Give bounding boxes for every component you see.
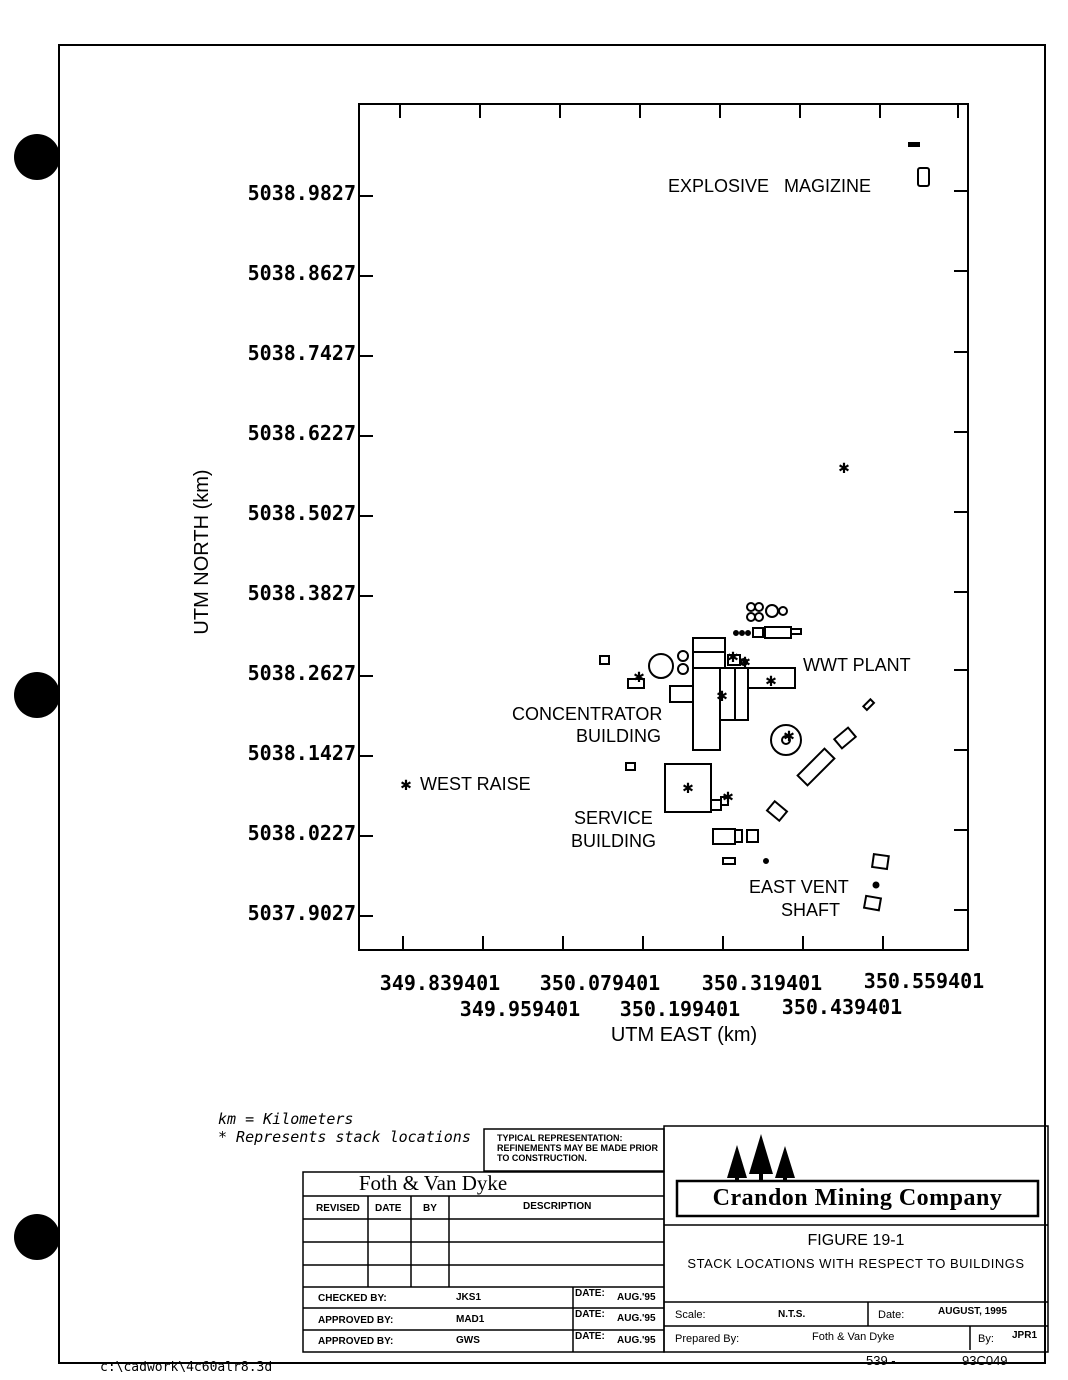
- approved-initials-2: GWS: [456, 1335, 480, 1346]
- label-concentrator-building: BUILDING: [576, 726, 662, 746]
- date-label-1: DATE:: [575, 1288, 605, 1299]
- cad-file-path: c:\cadwork\4c60alr8.3d: [100, 1360, 273, 1375]
- typical-representation-note: TYPICAL REPRESENTATION: REFINEMENTS MAY BE MADE PRIOR TO CONSTRUCTION.: [497, 1133, 659, 1163]
- label-explosive-magazine: EXPLOSIVE MAGIZINE: [668, 176, 872, 196]
- y-tick-label: 5038.2627: [247, 661, 356, 685]
- date-value-1: AUG.'95: [617, 1292, 656, 1303]
- right-ticks: [954, 191, 968, 910]
- plot-frame: [359, 104, 968, 950]
- stack-marker: ✱: [682, 781, 694, 797]
- checked-by-label: CHECKED BY:: [318, 1293, 387, 1304]
- by-value: JPR1: [1012, 1330, 1038, 1341]
- note-km: km = Kilometers: [218, 1110, 354, 1128]
- label-service: SERVICE: [574, 808, 653, 828]
- x-axis-title: UTM EAST (km): [610, 1024, 758, 1046]
- y-tick-label: 5038.5027: [247, 501, 356, 525]
- stack-marker: ✱: [727, 650, 739, 666]
- y-tick-label: 5038.1427: [247, 741, 356, 765]
- date-value-3: AUG.'95: [617, 1335, 656, 1346]
- x-tick-label: 350.319401: [701, 971, 823, 995]
- label-service-building: BUILDING: [571, 831, 657, 851]
- x-tick-label: 349.839401: [379, 971, 501, 995]
- stack-marker: ✱: [739, 655, 751, 671]
- bottom-ticks: [403, 936, 883, 950]
- x-tick-label: 349.959401: [459, 997, 581, 1021]
- stack-marker: ✱: [400, 778, 412, 794]
- stack-marker: ✱: [716, 689, 728, 705]
- label-west-raise: WEST RAISE: [420, 774, 531, 794]
- x-tick-label: 350.199401: [619, 997, 741, 1021]
- col-by: BY: [423, 1203, 437, 1214]
- prepared-by-label: Prepared By:: [675, 1333, 740, 1345]
- approved-by-label-2: APPROVED BY:: [318, 1336, 394, 1347]
- date2-label: Date:: [878, 1309, 905, 1321]
- y-tick-label: 5038.7427: [247, 341, 356, 365]
- label-concentrator: CONCENTRATOR: [512, 704, 663, 724]
- stack-marker: ✱: [765, 674, 777, 690]
- y-tick-label: 5038.8627: [247, 261, 356, 285]
- date2-value: AUGUST, 1995: [938, 1306, 1007, 1317]
- note-stack: * Represents stack locations: [218, 1128, 471, 1146]
- label-east-vent: EAST VENT: [749, 877, 849, 897]
- company-tree-logo-icon: [727, 1134, 795, 1181]
- col-revised: REVISED: [316, 1203, 360, 1214]
- company-name: Crandon Mining Company: [712, 1185, 1003, 1211]
- y-tick-label: 5038.0227: [247, 821, 356, 845]
- x-tick-label: 350.559401: [863, 969, 985, 993]
- figure-title: STACK LOCATIONS WITH RESPECT TO BUILDINGS: [687, 1256, 1025, 1271]
- col-date: DATE: [375, 1203, 402, 1214]
- approved-initials-1: MAD1: [456, 1314, 485, 1325]
- prepared-by-value: Foth & Van Dyke: [812, 1331, 895, 1343]
- y-tick-label: 5038.6227: [247, 421, 356, 445]
- y-tick-label: 5038.9827: [247, 181, 356, 205]
- stack-marker: ✱: [722, 790, 734, 806]
- label-east-vent-shaft: SHAFT: [781, 900, 841, 920]
- date-label-2: DATE:: [575, 1309, 605, 1320]
- sheet-number: 539 -: [866, 1353, 896, 1368]
- checked-initials: JKS1: [456, 1292, 482, 1303]
- firm-name: Foth & Van Dyke: [358, 1171, 508, 1195]
- left-ticks: [359, 196, 373, 916]
- stack-marker: ✱: [633, 670, 645, 686]
- stack-marker: ✱: [838, 461, 850, 477]
- label-wwt-plant: WWT PLANT: [803, 655, 911, 675]
- figure-number: FIGURE 19-1: [807, 1232, 905, 1249]
- y-tick-label: 5038.3827: [247, 581, 356, 605]
- date-value-2: AUG.'95: [617, 1313, 656, 1324]
- drawing-number: 93C049: [962, 1353, 1008, 1368]
- scale-label: Scale:: [675, 1309, 706, 1321]
- approved-by-label-1: APPROVED BY:: [318, 1315, 394, 1326]
- y-axis-title: UTM NORTH (km): [191, 469, 213, 635]
- by-label: By:: [978, 1333, 994, 1345]
- date-label-3: DATE:: [575, 1331, 605, 1342]
- y-tick-label: 5037.9027: [247, 901, 356, 925]
- col-description: DESCRIPTION: [523, 1201, 592, 1212]
- x-tick-label: 350.439401: [781, 995, 903, 1019]
- x-tick-label: 350.079401: [539, 971, 661, 995]
- scale-value: N.T.S.: [778, 1309, 806, 1320]
- top-ticks: [400, 104, 958, 118]
- building-footprints: [600, 143, 929, 910]
- stack-marker: ✱: [783, 729, 795, 745]
